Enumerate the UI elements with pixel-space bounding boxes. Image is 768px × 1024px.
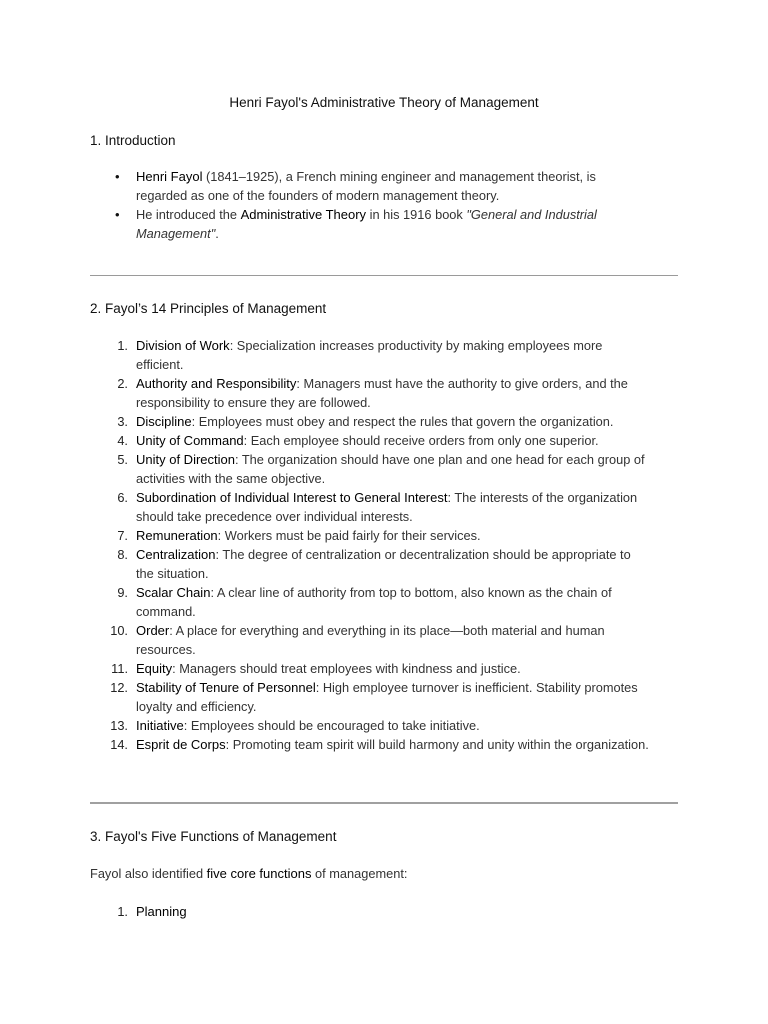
item-term: Initiative xyxy=(136,718,184,733)
introduction-bullet-list xyxy=(90,167,650,243)
item-term: Stability of Tenure of Personnel xyxy=(136,680,316,695)
item-number: 3. xyxy=(117,414,128,429)
item-description: : Each employee should receive orders from only one superior. xyxy=(243,433,599,448)
document-title: Henri Fayol's Administrative Theory of Management xyxy=(229,95,539,110)
item-term: Planning xyxy=(136,904,187,919)
bullet-term: Administrative Theory xyxy=(240,207,367,222)
list-item xyxy=(90,545,650,583)
list-item xyxy=(90,336,650,374)
item-description: : A place for everything and everything in its place—both material and human resources. xyxy=(136,623,605,657)
item-term: Unity of Direction xyxy=(136,452,235,467)
item-description: : Specialization increases productivity by making employees more efficient. xyxy=(136,338,603,372)
bullet-marker: • xyxy=(115,169,120,184)
item-description: : The organization should have one plan and one head for each group of activities with the same objective. xyxy=(136,452,645,486)
item-description: : Managers should treat employees with kindness and justice. xyxy=(172,661,521,676)
intro-text: Fayol also identified xyxy=(90,866,207,881)
bullet-text: in his 1916 book xyxy=(366,207,467,222)
item-number: 1. xyxy=(117,338,128,353)
item-description: : The interests of the organization should take precedence over individual interests. xyxy=(136,490,638,524)
list-item xyxy=(90,412,650,431)
item-number: 4. xyxy=(117,433,128,448)
section-divider xyxy=(90,275,678,276)
item-number: 12. xyxy=(110,680,128,695)
bullet-text: He introduced the xyxy=(136,207,241,222)
section-heading-functions: 3. Fayol's Five Functions of Management xyxy=(90,829,337,844)
item-term: Division of Work xyxy=(136,338,230,353)
item-term: Unity of Command xyxy=(136,433,244,448)
list-item xyxy=(90,205,650,243)
bullet-text: (1841–1925), a French mining engineer and management theorist, is regarded as one of the founders of modern management theory. xyxy=(136,169,596,203)
section-heading-principles: 2. Fayol’s 14 Principles of Management xyxy=(90,301,327,316)
list-item xyxy=(90,431,650,450)
item-description: : A clear line of authority from top to bottom, also known as the chain of command. xyxy=(136,585,612,619)
item-description: : Workers must be paid fairly for their services. xyxy=(217,528,481,543)
list-item xyxy=(90,659,650,678)
section-heading-introduction: 1. Introduction xyxy=(90,133,176,148)
list-item xyxy=(90,450,650,488)
item-term: Centralization xyxy=(136,547,216,562)
principles-list xyxy=(90,336,650,754)
list-item xyxy=(90,678,650,716)
item-term: Discipline xyxy=(136,414,192,429)
functions-list xyxy=(90,902,650,921)
item-description: : Employees must obey and respect the rules that govern the organization. xyxy=(191,414,614,429)
item-description: : The degree of centralization or decentralization should be appropriate to the situation. xyxy=(136,547,631,581)
item-number: 6. xyxy=(117,490,128,505)
intro-text: of management: xyxy=(311,866,408,881)
item-number: 9. xyxy=(117,585,128,600)
bullet-marker: • xyxy=(115,207,120,222)
item-number: 7. xyxy=(117,528,128,543)
item-term: Scalar Chain xyxy=(136,585,211,600)
list-item xyxy=(90,488,650,526)
bullet-text: . xyxy=(215,226,219,241)
item-number: 13. xyxy=(110,718,128,733)
item-description: : Managers must have the authority to give orders, and the responsibility to ensure they are followed. xyxy=(136,376,628,410)
item-term: Esprit de Corps xyxy=(136,737,226,752)
item-number: 14. xyxy=(110,737,128,752)
list-item xyxy=(90,716,650,735)
item-description: : Employees should be encouraged to take initiative. xyxy=(183,718,480,733)
book-title: "General and Industrial Management" xyxy=(136,207,597,241)
item-number: 10. xyxy=(110,623,128,638)
list-item xyxy=(90,735,650,754)
intro-term: five core functions xyxy=(206,866,312,881)
list-item xyxy=(90,374,650,412)
list-item xyxy=(90,621,650,659)
item-term: Subordination of Individual Interest to General Interest xyxy=(136,490,448,505)
bullet-term: Henri Fayol xyxy=(136,169,203,184)
item-number: 1. xyxy=(117,904,128,919)
item-term: Order xyxy=(136,623,170,638)
list-item xyxy=(90,526,650,545)
item-number: 5. xyxy=(117,452,128,467)
list-item xyxy=(90,167,650,205)
item-term: Remuneration xyxy=(136,528,218,543)
list-item xyxy=(90,583,650,621)
item-term: Equity xyxy=(136,661,173,676)
functions-intro xyxy=(90,864,408,883)
item-number: 11. xyxy=(111,661,128,676)
item-term: Authority and Responsibility xyxy=(136,376,297,391)
item-description: : Promoting team spirit will build harmony and unity within the organization. xyxy=(225,737,649,752)
list-item xyxy=(90,902,650,921)
item-description: : High employee turnover is inefficient. Stability promotes loyalty and efficiency. xyxy=(136,680,638,714)
item-number: 2. xyxy=(117,376,128,391)
section-divider xyxy=(90,802,678,804)
item-number: 8. xyxy=(117,547,128,562)
